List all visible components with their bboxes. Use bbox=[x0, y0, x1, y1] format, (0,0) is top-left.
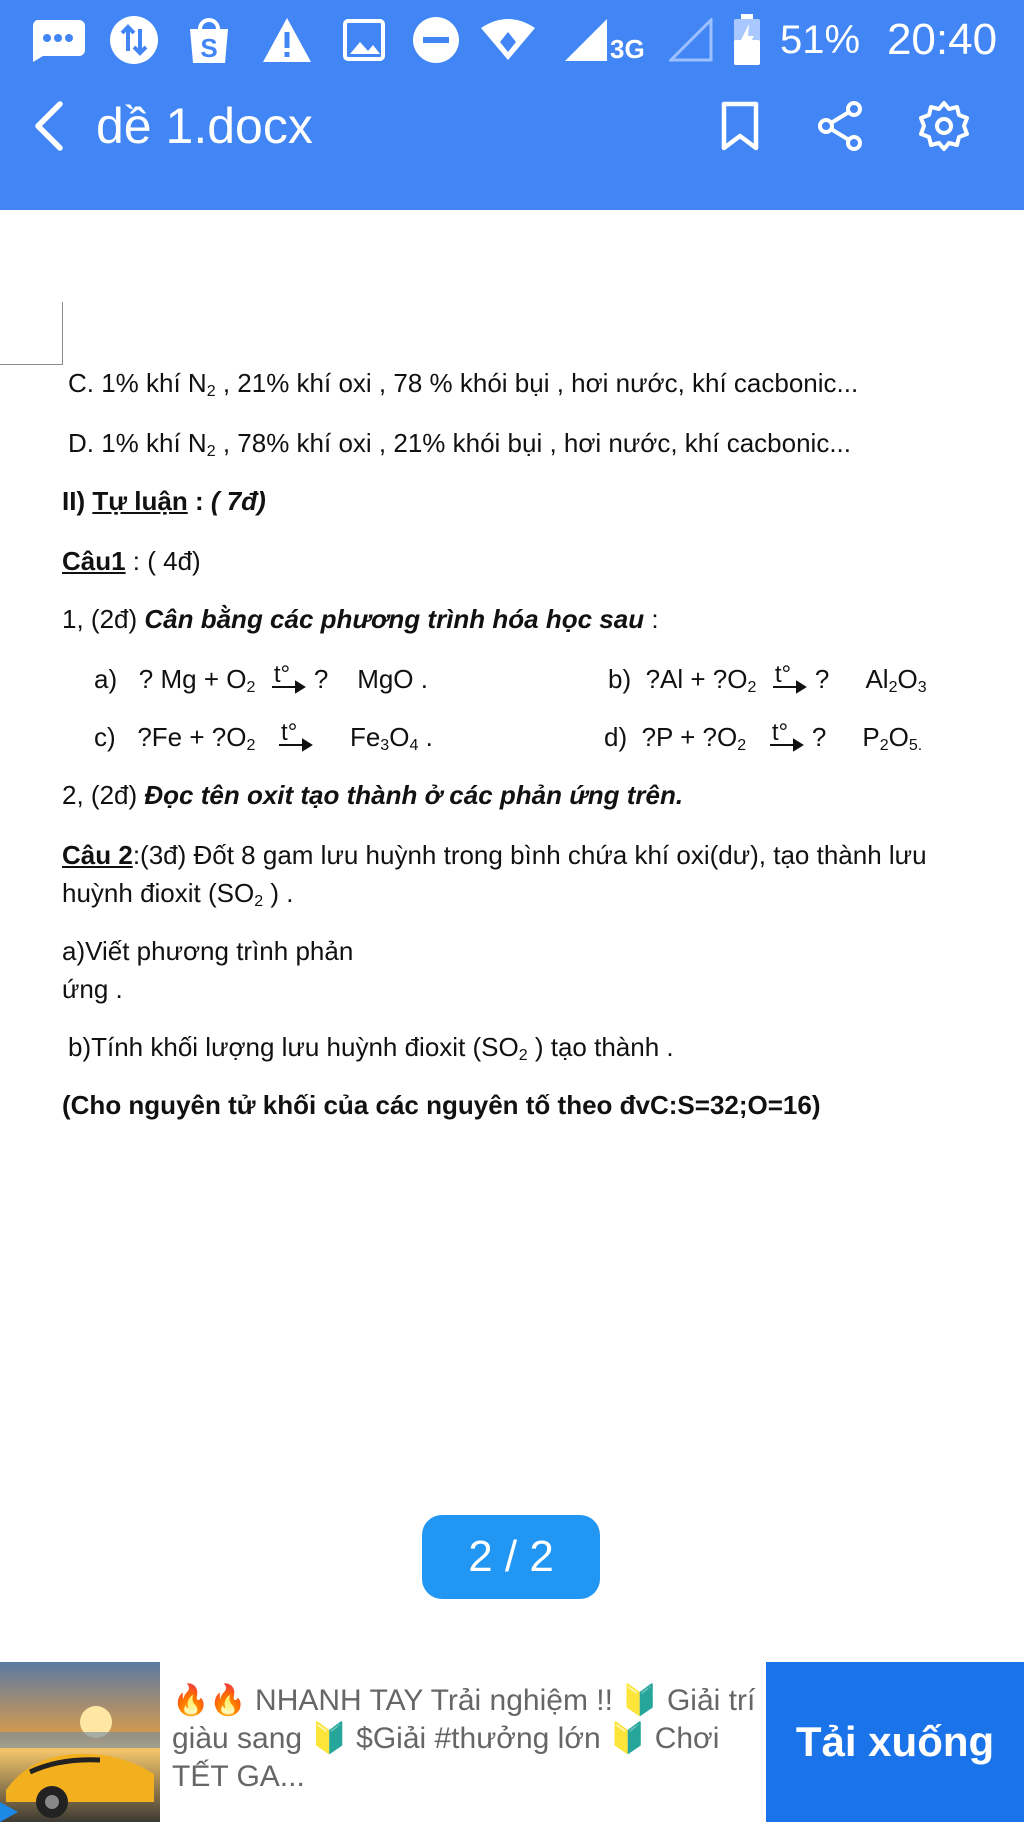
document-title: dề 1.docx bbox=[96, 98, 313, 154]
heat-arrow-icon: t° bbox=[771, 666, 815, 696]
shop-icon bbox=[184, 12, 234, 68]
network-type: 3G bbox=[610, 33, 645, 64]
chat-icon bbox=[28, 12, 88, 68]
share-icon[interactable] bbox=[813, 98, 869, 154]
warning-icon bbox=[260, 12, 314, 68]
question-2-part-b: b)Tính khối lượng lưu huỳnh đioxit ($SO_2$ ) tạo thành . bbox=[68, 1032, 674, 1064]
signal-empty-icon bbox=[668, 12, 714, 68]
bookmark-icon[interactable] bbox=[712, 98, 768, 154]
page-indicator: 2 / 2 bbox=[422, 1515, 600, 1599]
clock: 20:40 bbox=[886, 15, 998, 64]
signal-icon bbox=[560, 12, 610, 68]
battery-icon bbox=[730, 12, 764, 68]
equation-d: d) ?P + $?O_2$ t° ? $P_2O_{5.}$ bbox=[604, 719, 923, 754]
page-corner-mark bbox=[0, 302, 63, 365]
back-icon[interactable] bbox=[24, 100, 76, 152]
heat-arrow-icon: t° bbox=[277, 724, 321, 754]
wifi-icon bbox=[478, 12, 538, 68]
equation-b: b) ?Al + $?O_2$ t° ? $Al_2O_3$ bbox=[608, 661, 927, 696]
do-not-disturb-icon bbox=[410, 12, 462, 68]
question-1-part-1: 1, (2đ) Cân bằng các phương trình hóa học sau : bbox=[62, 604, 659, 634]
answer-option-d: D. 1% khí $N_2$ , 78% khí oxi , 21% khói bụi , hơi nước, khí cacbonic... bbox=[68, 428, 851, 460]
top-bar bbox=[0, 0, 1024, 210]
image-icon bbox=[340, 12, 388, 68]
ad-text[interactable]: 🔥🔥 NHANH TAY Trải nghiệm !! 🔰 Giải trí giàu sang 🔰 $Giải #thưởng lớn 🔰 Chơi TẾT GA... bbox=[172, 1684, 756, 1793]
heat-arrow-icon: t° bbox=[768, 724, 812, 754]
question-1-part-2: 2, (2đ) Đọc tên oxit tạo thành ở các phản ứng trên. bbox=[62, 780, 684, 810]
battery-percent: 51% bbox=[779, 17, 861, 62]
answer-option-c: C. 1% khí $N_2$ , 21% khí oxi , 78 % khói bụi , hơi nước, khí cacbonic... bbox=[68, 368, 859, 400]
question-2-part-a-line-1: a)Viết phương trình phản bbox=[62, 936, 354, 966]
ad-image[interactable] bbox=[0, 1662, 160, 1822]
settings-icon[interactable] bbox=[916, 98, 972, 154]
question-1-heading: Câu1 : ( 4đ) bbox=[62, 546, 201, 576]
ad-banner[interactable] bbox=[0, 1662, 1024, 1822]
question-2-line-1: Câu 2:(3đ) Đốt 8 gam lưu huỳnh trong bình chứa khí oxi(dư), tạo thành lưu bbox=[62, 840, 927, 870]
equation-a: a) ? $Mg + O_2$ t° ? MgO . bbox=[94, 661, 428, 696]
download-button[interactable]: Tải xuống bbox=[766, 1662, 1024, 1822]
question-2-part-a-line-2: ứng . bbox=[62, 974, 123, 1004]
data-transfer-icon bbox=[108, 12, 160, 68]
heat-arrow-icon: t° bbox=[270, 666, 314, 696]
app-bar bbox=[0, 80, 1024, 210]
question-2-line-2: huỳnh đioxit ($SO_2$ ) . bbox=[62, 878, 294, 910]
section-heading: II) Tự luận : ( 7đ) bbox=[62, 486, 266, 516]
status-bar bbox=[0, 0, 1024, 80]
equation-c: c) ?Fe + $?O_2$ t° $Fe_3O_4$ . bbox=[94, 719, 433, 754]
svg-text:S: S bbox=[200, 33, 218, 63]
atomic-mass-note: (Cho nguyên tử khối của các nguyên tố theo đvC:S=32;O=16) bbox=[62, 1090, 821, 1120]
